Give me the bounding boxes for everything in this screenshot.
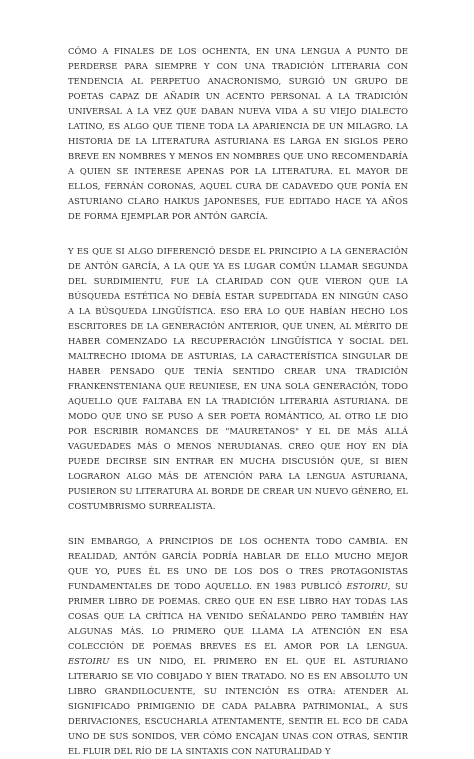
paragraph-3-text-2: , SU PRIMER LIBRO DE POEMAS. CREO QUE EN ESE LIBRO HAY TODAS LAS COSAS QUE LA CRÍTICA HA VENIDO SEÑALANDO PERO TAMBIÉN HAY ALGUNAS MÁS. LO PRIMERO QUE LLAMA LA ATENCIÓN EN ESA COLECCIÓN DE POEMAS BREVES ES EL AMOR POR LA LENGUA. bbox=[68, 581, 409, 651]
paragraph-3-text-3: ES UN NIDO, EL PRIMERO EN EL QUE EL ASTURIANO LITERARIO SE VIO COBIJADO Y BIEN TRATADO. NO ES EN ABSOLUTO UN LIBRO GRANDILOCUENTE, SU INTENCIÓN ES OTRA: ATENDER AL SIGNIFICADO PRIMIGENIO DE CADA PALABRA PATRIMONIAL, A SUS DERIVACIONES, ESCUCHARLA ATENTAMENTE, SENTIR EL ECO DE CADA UNO DE SUS SONIDOS, VER CÓMO ENCAJAN UNAS CON OTRAS, SENTIR EL FLUIR DEL RÍO DE LA SINTAXIS CON NATURALIDAD Y bbox=[68, 656, 408, 756]
paragraph-2: Y ES QUE SI ALGO DIFERENCIÓ DESDE EL PRINCIPIO A LA GENERACIÓN DE ANTÓN GARCÍA, A LA QUE YA ES LUGAR COMÚN LLAMAR SEGUNDA DEL SURDIMIENTU, FUE LA CLARIDAD CON QUE VIERON QUE LA BÚSQUEDA ESTÉTICA NO DEBÍA ESTAR SUPEDITADA EN NINGÚN CASO A LA BÚSQUEDA LINGÜÍSTICA. ESO ERA LO QUE HABÍAN HECHO LOS ESCRITORES DE LA GENERACIÓN ANTERIOR, QUE UNEN, AL MÉRITO DE HABER COMENZADO LA RECUPERACIÓN LINGÜÍSTICA Y SOCIAL DEL MALTRECHO IDIOMA DE ASTURIAS, LA CARACTERÍSTICA SINGULAR DE HABER PENSADO QUE TENÍA SENTIDO CREAR UNA TRADICIÓN FRANKENSTENIANA QUE REUNIESE, EN UNA SOLA GENERACIÓN, TODO AQUELLO QUE FALTABA EN LA TRADICIÓN LITERARIA ASTURIANA. DE MODO QUE UNO SE PUSO A SER POETA ROMÁNTICO, AL OTRO LE DIO POR ESCRIBIR ROMANCES DE "MAURETANOS" Y EL DE MÁS ALLÁ VAGUEDADES MÁS O MENOS NERUDIANAS. CREO QUE HOY EN DÍA PUEDE DECIRSE SIN ENTRAR EN MUCHA DISCUSIÓN QUE, SI BIEN LOGRARON ALGO MÁS DE ATENCIÓN PARA LA LENGUA ASTURIANA, PUSIERON SU LITERATURA AL BORDE DE CREAR UN NUEVO GÉNERO, EL COSTUMBRISMO SURREALISTA. bbox=[68, 246, 408, 511]
paragraph-3 bbox=[68, 534, 408, 759]
book-title-estoiru-2: ESTOIRU bbox=[68, 656, 110, 666]
book-title-estoiru: ESTOIRU bbox=[346, 581, 388, 591]
paragraph-1: CÓMO A FINALES DE LOS OCHENTA, EN UNA LENGUA A PUNTO DE PERDERSE PARA SIEMPRE Y CON UNA TRADICIÓN LITERARIA CON TENDENCIA AL PERPETUO ANACRONISMO, SURGIÓ UN GRUPO DE POETAS CAPAZ DE AÑADIR UN ACENTO PERSONAL A LA TRADICIÓN UNIVERSAL A LA VEZ QUE DABAN NUEVA VIDA A SU VIEJO DIALECTO LATINO, ES ALGO QUE TIENE TODA LA APARIENCIA DE UN MILAGRO. LA HISTORIA DE LA LITERATURA ASTURIANA ES LARGA EN SIGLOS PERO BREVE EN NOMBRES Y MENOS EN NOMBRES QUE UNO RECOMENDARÍA A QUIEN SE INTERESE APENAS POR LA LITERATURA. EL MAYOR DE ELLOS, FERNÁN CORONAS, AQUEL CURA DE CADAVEDO QUE PONÍA EN ASTURIANO CLARO HAIKUS JAPONESES, FUE EDITADO HACE YA AÑOS DE FORMA EJEMPLAR POR ANTÓN GARCÍA. bbox=[68, 46, 408, 221]
paragraph-3-text-1: SIN EMBARGO, A PRINCIPIOS DE LOS OCHENTA TODO CAMBIA. EN REALIDAD, ANTÓN GARCÍA PODRÍA HABLAR DE ELLO MUCHO MEJOR QUE YO, PUES ÉL ES UNO DE LOS DOS O TRES PROTAGONISTAS FUNDAMENTALES DE TODO AQUELLO. EN 1983 PUBLICÓ bbox=[68, 536, 408, 591]
